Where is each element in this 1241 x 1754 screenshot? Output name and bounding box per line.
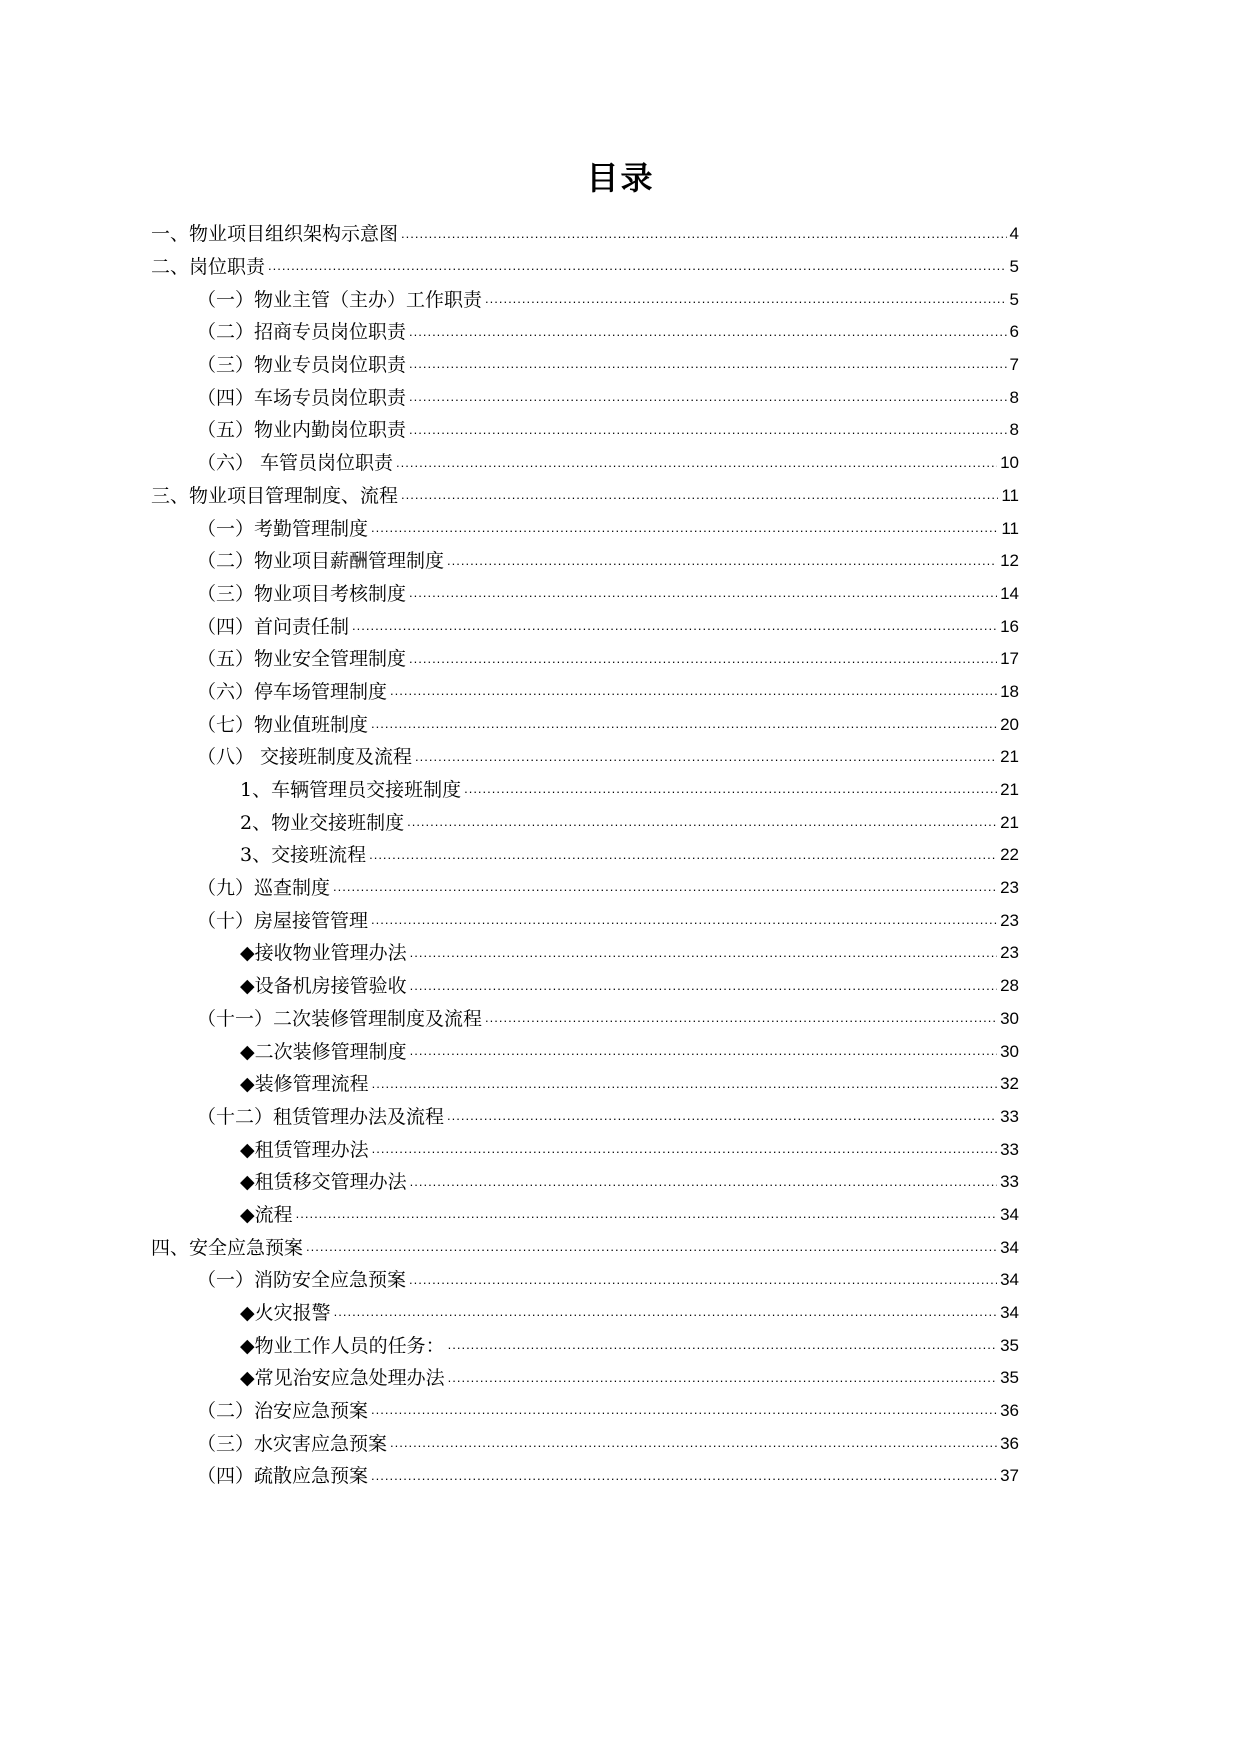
toc-entry-title: ◆设备机房接管验收 — [240, 975, 407, 998]
toc-page-number: 6 — [1009, 322, 1019, 342]
toc-dot-leader — [410, 1170, 997, 1199]
toc-entry-title: 1、车辆管理员交接班制度 — [240, 779, 462, 802]
toc-dot-leader — [396, 451, 997, 480]
toc-entry-title: ◆租赁管理办法 — [240, 1138, 369, 1161]
toc-dot-leader — [371, 1464, 997, 1493]
toc-entry[interactable] — [151, 1297, 1019, 1330]
toc-entry[interactable] — [151, 1133, 1019, 1166]
toc-entry-title: （四）首问责任制 — [197, 615, 350, 638]
toc-entry[interactable] — [151, 970, 1019, 1003]
toc-entry[interactable] — [151, 283, 1019, 316]
toc-entry[interactable] — [151, 1329, 1019, 1362]
toc-entry[interactable] — [151, 381, 1019, 414]
toc-entry[interactable] — [151, 872, 1019, 905]
toc-dot-leader — [485, 287, 1007, 316]
toc-dot-leader — [448, 1366, 997, 1395]
page-title: 目录 — [586, 159, 655, 197]
toc-page-number: 21 — [1000, 780, 1019, 800]
toc-entry-title: （四）车场专员岗位职责 — [197, 386, 407, 409]
toc-page-number: 11 — [1001, 485, 1019, 505]
toc-entry-title: ◆装修管理流程 — [240, 1073, 369, 1096]
toc-entry-title: （九）巡查制度 — [197, 877, 331, 900]
toc-dot-leader — [447, 549, 997, 578]
toc-page-number: 11 — [1001, 518, 1019, 538]
toc-entry-title: （三）物业项目考核制度 — [197, 582, 407, 605]
toc-page-number: 8 — [1009, 387, 1019, 407]
toc-dot-leader — [401, 483, 998, 512]
toc-page-number: 16 — [1000, 616, 1019, 636]
toc-dot-leader — [464, 777, 997, 806]
toc-entry-title: 三、物业项目管理制度、流程 — [151, 484, 399, 507]
toc-entry-title: （五）物业安全管理制度 — [197, 648, 407, 671]
toc-page-number: 36 — [1000, 1433, 1019, 1453]
toc-dot-leader — [415, 745, 997, 774]
toc-entry-title: （十二）租赁管理办法及流程 — [197, 1105, 445, 1128]
toc-entry-title: 二、岗位职责 — [151, 256, 266, 279]
toc-page-number: 20 — [1000, 714, 1019, 734]
toc-dot-leader — [409, 352, 1007, 381]
toc-entry-title: （七）物业值班制度 — [197, 713, 369, 736]
toc-dot-leader — [409, 385, 1007, 414]
toc-dot-leader — [409, 647, 997, 676]
toc-page-number: 37 — [1000, 1466, 1019, 1486]
toc-entry[interactable] — [151, 251, 1019, 284]
toc-page-number: 34 — [1000, 1270, 1019, 1290]
toc-page-number: 36 — [1000, 1401, 1019, 1421]
toc-entry[interactable] — [151, 806, 1019, 839]
toc-dot-leader — [372, 1072, 997, 1101]
toc-entry-title: ◆二次装修管理制度 — [240, 1040, 407, 1063]
toc-entry[interactable] — [151, 643, 1019, 676]
toc-entry[interactable] — [151, 708, 1019, 741]
toc-entry[interactable] — [151, 1362, 1019, 1395]
toc-page-number: 22 — [1000, 845, 1019, 865]
toc-entry[interactable] — [151, 447, 1019, 480]
toc-entry-title: （十一）二次装修管理制度及流程 — [197, 1007, 483, 1030]
toc-entry-title: ◆租赁移交管理办法 — [240, 1171, 407, 1194]
toc-page-number: 35 — [1000, 1335, 1019, 1355]
toc-dot-leader — [390, 1431, 997, 1460]
toc-entry[interactable] — [151, 1003, 1019, 1036]
toc-dot-leader — [410, 941, 997, 970]
toc-dot-leader — [447, 1104, 997, 1133]
toc-dot-leader — [268, 254, 1007, 283]
toc-page-number: 7 — [1009, 355, 1019, 375]
toc-page-number: 18 — [1000, 681, 1019, 701]
toc-entry-title: （十）房屋接管管理 — [197, 909, 369, 932]
toc-entry-title: 一、物业项目组织架构示意图 — [151, 223, 399, 246]
toc-entry-title: （六）停车场管理制度 — [197, 680, 388, 703]
toc-entry[interactable] — [151, 1101, 1019, 1134]
toc-entry[interactable] — [151, 1231, 1019, 1264]
toc-entry-title: ◆火灾报警 — [240, 1302, 331, 1325]
toc-entry-title: （三）水灾害应急预案 — [197, 1432, 388, 1455]
toc-entry-title: （二）招商专员岗位职责 — [197, 321, 407, 344]
toc-entry-title: （一）考勤管理制度 — [197, 517, 369, 540]
toc-entry[interactable] — [151, 1035, 1019, 1068]
toc-entry[interactable] — [151, 904, 1019, 937]
toc-dot-leader — [409, 1268, 997, 1297]
toc-entry[interactable] — [151, 316, 1019, 349]
toc-dot-leader — [306, 1235, 997, 1264]
toc-entry[interactable] — [151, 480, 1019, 513]
toc-entry[interactable] — [151, 1264, 1019, 1297]
toc-entry[interactable] — [151, 937, 1019, 970]
toc-dot-leader — [410, 974, 997, 1003]
toc-entry[interactable] — [151, 610, 1019, 643]
toc-dot-leader — [369, 843, 997, 872]
toc-entry-title: （三）物业专员岗位职责 — [197, 354, 407, 377]
toc-dot-leader — [334, 1300, 997, 1329]
toc-entry[interactable] — [151, 349, 1019, 382]
toc-entry-title: （四）疏散应急预案 — [197, 1465, 369, 1488]
toc-dot-leader — [333, 875, 997, 904]
toc-list — [151, 218, 1019, 1493]
toc-entry[interactable] — [151, 512, 1019, 545]
toc-entry-title: （一）消防安全应急预案 — [197, 1269, 407, 1292]
toc-page-number: 17 — [1000, 649, 1019, 669]
toc-entry[interactable] — [151, 774, 1019, 807]
toc-page-number: 4 — [1009, 224, 1019, 244]
toc-entry-title: 2、物业交接班制度 — [240, 811, 405, 834]
toc-entry[interactable] — [151, 839, 1019, 872]
toc-page-number: 10 — [1000, 453, 1019, 473]
toc-entry-title: （一）物业主管（主办）工作职责 — [197, 288, 483, 311]
toc-page-number: 33 — [1000, 1106, 1019, 1126]
toc-dot-leader — [371, 908, 997, 937]
toc-entry[interactable] — [151, 545, 1019, 578]
toc-entry-title: 四、安全应急预案 — [151, 1236, 304, 1259]
toc-entry[interactable] — [151, 1068, 1019, 1101]
toc-page-number: 33 — [1000, 1139, 1019, 1159]
toc-entry-title: ◆接收物业管理办法 — [240, 942, 407, 965]
toc-page-number: 34 — [1000, 1204, 1019, 1224]
toc-page-number: 28 — [1000, 976, 1019, 996]
toc-page-number: 5 — [1009, 257, 1019, 277]
toc-dot-leader — [390, 679, 997, 708]
toc-dot-leader — [296, 1202, 997, 1231]
toc-dot-leader — [410, 1039, 997, 1068]
toc-entry[interactable] — [151, 1395, 1019, 1428]
toc-page-number: 34 — [1000, 1237, 1019, 1257]
toc-dot-leader — [448, 1333, 997, 1362]
toc-dot-leader — [352, 614, 997, 643]
toc-entry-title: （八） 交接班制度及流程 — [197, 746, 413, 769]
toc-entry-title: ◆常见治安应急处理办法 — [240, 1367, 445, 1390]
toc-entry[interactable] — [151, 1460, 1019, 1493]
toc-entry-title: （六） 车管员岗位职责 — [197, 452, 394, 475]
toc-page-number: 30 — [1000, 1041, 1019, 1061]
toc-entry[interactable] — [151, 218, 1019, 251]
toc-entry-title: ◆流程 — [240, 1203, 293, 1226]
toc-dot-leader — [371, 712, 997, 741]
toc-entry-title: （二）物业项目薪酬管理制度 — [197, 550, 445, 573]
toc-page-number: 23 — [1000, 943, 1019, 963]
toc-dot-leader — [372, 1137, 997, 1166]
toc-dot-leader — [485, 1006, 997, 1035]
toc-dot-leader — [409, 320, 1007, 349]
toc-entry[interactable] — [151, 1166, 1019, 1199]
toc-page-number: 35 — [1000, 1368, 1019, 1388]
toc-page-number: 23 — [1000, 910, 1019, 930]
toc-entry-title: （二）治安应急预案 — [197, 1400, 369, 1423]
toc-dot-leader — [409, 581, 997, 610]
toc-entry[interactable] — [151, 1199, 1019, 1232]
toc-dot-leader — [407, 810, 997, 839]
toc-dot-leader — [371, 516, 998, 545]
toc-page-number: 8 — [1009, 420, 1019, 440]
toc-page-number: 33 — [1000, 1172, 1019, 1192]
toc-entry-title: （五）物业内勤岗位职责 — [197, 419, 407, 442]
toc-entry[interactable] — [151, 1427, 1019, 1460]
toc-entry[interactable] — [151, 676, 1019, 709]
toc-page-number: 30 — [1000, 1008, 1019, 1028]
toc-entry-title: 3、交接班流程 — [240, 844, 367, 867]
toc-entry-title: ◆物业工作人员的任务： — [240, 1334, 445, 1357]
toc-page-number: 14 — [1000, 583, 1019, 603]
toc-dot-leader — [401, 222, 1007, 251]
toc-entry[interactable] — [151, 741, 1019, 774]
toc-entry[interactable] — [151, 414, 1019, 447]
toc-page-number: 5 — [1009, 289, 1019, 309]
toc-page-number: 12 — [1000, 551, 1019, 571]
toc-entry[interactable] — [151, 578, 1019, 611]
toc-page-number: 21 — [1000, 747, 1019, 767]
toc-dot-leader — [371, 1398, 997, 1427]
toc-page-number: 34 — [1000, 1303, 1019, 1323]
toc-page-number: 23 — [1000, 878, 1019, 898]
toc-dot-leader — [409, 418, 1007, 447]
toc-page-number: 32 — [1000, 1074, 1019, 1094]
toc-page-number: 21 — [1000, 812, 1019, 832]
